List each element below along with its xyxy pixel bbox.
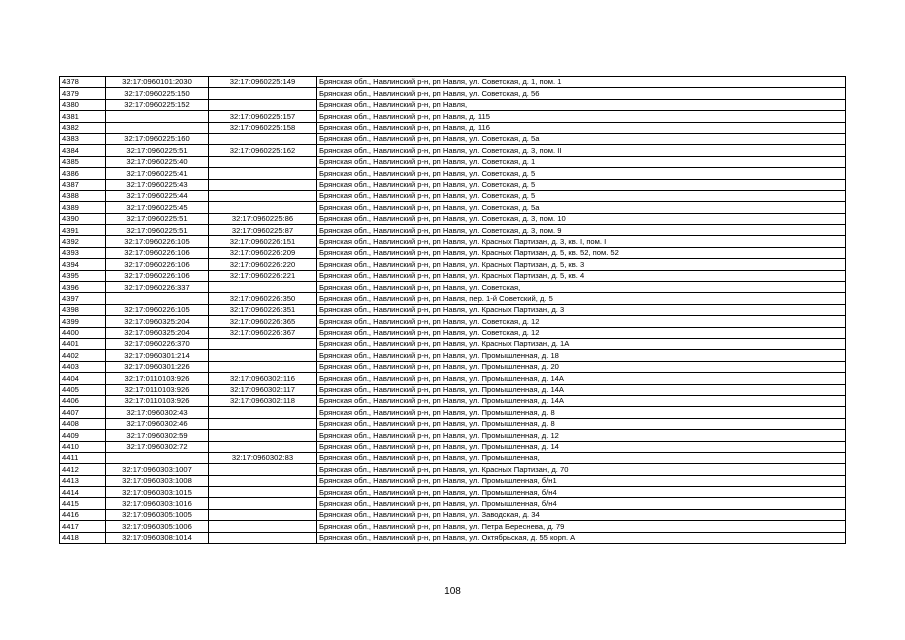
land-cadastral-number-cell: 32:17:0960226:370 bbox=[106, 338, 209, 349]
address-cell: Брянская обл., Навлинский р-н, рп Навля, ул. Петра Береснева, д. 79 bbox=[317, 521, 846, 532]
address-cell: Брянская обл., Навлинский р-н, рп Навля, ул. Промышленная, д. 8 bbox=[317, 418, 846, 429]
table-row bbox=[60, 236, 846, 247]
address-cell: Брянская обл., Навлинский р-н, рп Навля, ул. Советская, д. 56 bbox=[317, 88, 846, 99]
land-cadastral-number-cell: 32:17:0960226:105 bbox=[106, 236, 209, 247]
address-cell: Брянская обл., Навлинский р-н, рп Навля, ул. Заводская, д. 34 bbox=[317, 509, 846, 520]
object-cadastral-number-cell bbox=[209, 350, 317, 361]
object-cadastral-number-cell bbox=[209, 338, 317, 349]
land-cadastral-number-cell: 32:17:0960225:44 bbox=[106, 190, 209, 201]
table-row bbox=[60, 133, 846, 144]
table-row bbox=[60, 282, 846, 293]
land-cadastral-number-cell bbox=[106, 452, 209, 463]
address-cell: Брянская обл., Навлинский р-н, рп Навля, ул. Советская, д. 3, пом. 9 bbox=[317, 225, 846, 236]
table-row bbox=[60, 407, 846, 418]
address-cell: Брянская обл., Навлинский р-н, рп Навля, ул. Советская, д. 1, пом. 1 bbox=[317, 77, 846, 88]
land-cadastral-number-cell: 32:17:0960225:43 bbox=[106, 179, 209, 190]
row-number-cell: 4381 bbox=[60, 111, 106, 122]
object-cadastral-number-cell bbox=[209, 407, 317, 418]
object-cadastral-number-cell bbox=[209, 498, 317, 509]
land-cadastral-number-cell: 32:17:0960226:106 bbox=[106, 259, 209, 270]
row-number-cell: 4392 bbox=[60, 236, 106, 247]
row-number-cell: 4379 bbox=[60, 88, 106, 99]
row-number-cell: 4378 bbox=[60, 77, 106, 88]
address-cell: Брянская обл., Навлинский р-н, рп Навля, ул. Промышленная, б/н4 bbox=[317, 487, 846, 498]
address-cell: Брянская обл., Навлинский р-н, рп Навля, ул. Советская, bbox=[317, 282, 846, 293]
address-cell: Брянская обл., Навлинский р-н, рп Навля, ул. Красных Партизан, д. 1А bbox=[317, 338, 846, 349]
row-number-cell: 4390 bbox=[60, 213, 106, 224]
row-number-cell: 4387 bbox=[60, 179, 106, 190]
cadastral-table bbox=[59, 76, 846, 544]
object-cadastral-number-cell bbox=[209, 282, 317, 293]
land-cadastral-number-cell bbox=[106, 122, 209, 133]
row-number-cell: 4403 bbox=[60, 361, 106, 372]
address-cell: Брянская обл., Навлинский р-н, рп Навля, bbox=[317, 99, 846, 110]
land-cadastral-number-cell bbox=[106, 111, 209, 122]
table-row bbox=[60, 441, 846, 452]
row-number-cell: 4386 bbox=[60, 168, 106, 179]
address-cell: Брянская обл., Навлинский р-н, рп Навля, ул. Советская, д. 5 bbox=[317, 168, 846, 179]
row-number-cell: 4411 bbox=[60, 452, 106, 463]
land-cadastral-number-cell: 32:17:0960302:43 bbox=[106, 407, 209, 418]
table-row bbox=[60, 122, 846, 133]
row-number-cell: 4394 bbox=[60, 259, 106, 270]
address-cell: Брянская обл., Навлинский р-н, рп Навля, пер. 1-й Советский, д. 5 bbox=[317, 293, 846, 304]
table-row bbox=[60, 304, 846, 315]
land-cadastral-number-cell: 32:17:0960302:46 bbox=[106, 418, 209, 429]
table-row bbox=[60, 338, 846, 349]
land-cadastral-number-cell: 32:17:0110103:926 bbox=[106, 395, 209, 406]
object-cadastral-number-cell: 32:17:0960226:221 bbox=[209, 270, 317, 281]
row-number-cell: 4415 bbox=[60, 498, 106, 509]
address-cell: Брянская обл., Навлинский р-н, рп Навля, ул. Красных Партизан, д. 5, кв. 3 bbox=[317, 259, 846, 270]
row-number-cell: 4406 bbox=[60, 395, 106, 406]
address-cell: Брянская обл., Навлинский р-н, рп Навля, ул. Советская, д. 1 bbox=[317, 156, 846, 167]
row-number-cell: 4398 bbox=[60, 304, 106, 315]
table-row bbox=[60, 384, 846, 395]
address-cell: Брянская обл., Навлинский р-н, рп Навля, ул. Красных Партизан, д. 5, кв. 52, пом. 52 bbox=[317, 247, 846, 258]
address-cell: Брянская обл., Навлинский р-н, рп Навля, ул. Красных Партизан, д. 70 bbox=[317, 464, 846, 475]
address-cell: Брянская обл., Навлинский р-н, рп Навля, ул. Октябрьская, д. 55 корп. А bbox=[317, 532, 846, 543]
object-cadastral-number-cell: 32:17:0960226:351 bbox=[209, 304, 317, 315]
object-cadastral-number-cell: 32:17:0960225:87 bbox=[209, 225, 317, 236]
table-row bbox=[60, 99, 846, 110]
row-number-cell: 4405 bbox=[60, 384, 106, 395]
row-number-cell: 4409 bbox=[60, 430, 106, 441]
row-number-cell: 4408 bbox=[60, 418, 106, 429]
row-number-cell: 4401 bbox=[60, 338, 106, 349]
table-row bbox=[60, 361, 846, 372]
row-number-cell: 4383 bbox=[60, 133, 106, 144]
address-cell: Брянская обл., Навлинский р-н, рп Навля, д. 115 bbox=[317, 111, 846, 122]
address-cell: Брянская обл., Навлинский р-н, рп Навля, ул. Промышленная, д. 20 bbox=[317, 361, 846, 372]
land-cadastral-number-cell: 32:17:0960302:59 bbox=[106, 430, 209, 441]
table-row bbox=[60, 225, 846, 236]
address-cell: Брянская обл., Навлинский р-н, рп Навля, д. 116 bbox=[317, 122, 846, 133]
row-number-cell: 4380 bbox=[60, 99, 106, 110]
row-number-cell: 4417 bbox=[60, 521, 106, 532]
land-cadastral-number-cell: 32:17:0960226:337 bbox=[106, 282, 209, 293]
object-cadastral-number-cell bbox=[209, 430, 317, 441]
land-cadastral-number-cell: 32:17:0960225:160 bbox=[106, 133, 209, 144]
land-cadastral-number-cell: 32:17:0960305:1005 bbox=[106, 509, 209, 520]
address-cell: Брянская обл., Навлинский р-н, рп Навля, ул. Советская, д. 12 bbox=[317, 316, 846, 327]
row-number-cell: 4404 bbox=[60, 373, 106, 384]
table-row bbox=[60, 190, 846, 201]
address-cell: Брянская обл., Навлинский р-н, рп Навля, ул. Советская, д. 12 bbox=[317, 327, 846, 338]
object-cadastral-number-cell bbox=[209, 99, 317, 110]
table-row bbox=[60, 521, 846, 532]
object-cadastral-number-cell bbox=[209, 133, 317, 144]
object-cadastral-number-cell: 32:17:0960225:158 bbox=[209, 122, 317, 133]
object-cadastral-number-cell bbox=[209, 521, 317, 532]
land-cadastral-number-cell: 32:17:0960301:226 bbox=[106, 361, 209, 372]
table-row bbox=[60, 350, 846, 361]
table-row bbox=[60, 430, 846, 441]
object-cadastral-number-cell: 32:17:0960226:365 bbox=[209, 316, 317, 327]
address-cell: Брянская обл., Навлинский р-н, рп Навля, ул. Промышленная, д. 14 bbox=[317, 441, 846, 452]
row-number-cell: 4413 bbox=[60, 475, 106, 486]
table-row bbox=[60, 475, 846, 486]
land-cadastral-number-cell: 32:17:0960225:40 bbox=[106, 156, 209, 167]
table-row bbox=[60, 270, 846, 281]
object-cadastral-number-cell: 32:17:0960226:367 bbox=[209, 327, 317, 338]
table-row bbox=[60, 452, 846, 463]
row-number-cell: 4397 bbox=[60, 293, 106, 304]
row-number-cell: 4402 bbox=[60, 350, 106, 361]
object-cadastral-number-cell bbox=[209, 202, 317, 213]
object-cadastral-number-cell bbox=[209, 88, 317, 99]
page-number: 108 bbox=[444, 586, 461, 597]
object-cadastral-number-cell bbox=[209, 179, 317, 190]
land-cadastral-number-cell: 32:17:0960225:150 bbox=[106, 88, 209, 99]
land-cadastral-number-cell: 32:17:0960225:51 bbox=[106, 213, 209, 224]
address-cell: Брянская обл., Навлинский р-н, рп Навля, ул. Промышленная, bbox=[317, 452, 846, 463]
object-cadastral-number-cell: 32:17:0960226:350 bbox=[209, 293, 317, 304]
row-number-cell: 4393 bbox=[60, 247, 106, 258]
table-row bbox=[60, 395, 846, 406]
land-cadastral-number-cell: 32:17:0960101:2030 bbox=[106, 77, 209, 88]
table-row bbox=[60, 202, 846, 213]
row-number-cell: 4385 bbox=[60, 156, 106, 167]
object-cadastral-number-cell: 32:17:0960302:117 bbox=[209, 384, 317, 395]
land-cadastral-number-cell: 32:17:0960303:1016 bbox=[106, 498, 209, 509]
row-number-cell: 4412 bbox=[60, 464, 106, 475]
table-row bbox=[60, 179, 846, 190]
object-cadastral-number-cell: 32:17:0960302:83 bbox=[209, 452, 317, 463]
table-body bbox=[60, 77, 846, 544]
table-row bbox=[60, 213, 846, 224]
land-cadastral-number-cell: 32:17:0110103:926 bbox=[106, 384, 209, 395]
object-cadastral-number-cell bbox=[209, 487, 317, 498]
object-cadastral-number-cell bbox=[209, 441, 317, 452]
table-row bbox=[60, 509, 846, 520]
object-cadastral-number-cell bbox=[209, 464, 317, 475]
land-cadastral-number-cell: 32:17:0960325:204 bbox=[106, 327, 209, 338]
address-cell: Брянская обл., Навлинский р-н, рп Навля, ул. Промышленная, д. 14А bbox=[317, 395, 846, 406]
address-cell: Брянская обл., Навлинский р-н, рп Навля, ул. Промышленная, д. 14А bbox=[317, 373, 846, 384]
table-row bbox=[60, 77, 846, 88]
address-cell: Брянская обл., Навлинский р-н, рп Навля, ул. Промышленная, д. 18 bbox=[317, 350, 846, 361]
object-cadastral-number-cell: 32:17:0960226:220 bbox=[209, 259, 317, 270]
object-cadastral-number-cell: 32:17:0960225:86 bbox=[209, 213, 317, 224]
row-number-cell: 4382 bbox=[60, 122, 106, 133]
object-cadastral-number-cell: 32:17:0960302:116 bbox=[209, 373, 317, 384]
object-cadastral-number-cell: 32:17:0960225:157 bbox=[209, 111, 317, 122]
row-number-cell: 4400 bbox=[60, 327, 106, 338]
address-cell: Брянская обл., Навлинский р-н, рп Навля, ул. Советская, д. 5 bbox=[317, 190, 846, 201]
object-cadastral-number-cell bbox=[209, 475, 317, 486]
row-number-cell: 4410 bbox=[60, 441, 106, 452]
row-number-cell: 4391 bbox=[60, 225, 106, 236]
address-cell: Брянская обл., Навлинский р-н, рп Навля, ул. Промышленная, д. 14А bbox=[317, 384, 846, 395]
table-row bbox=[60, 111, 846, 122]
land-cadastral-number-cell: 32:17:0960308:1014 bbox=[106, 532, 209, 543]
row-number-cell: 4414 bbox=[60, 487, 106, 498]
land-cadastral-number-cell: 32:17:0960225:152 bbox=[106, 99, 209, 110]
land-cadastral-number-cell: 32:17:0960225:45 bbox=[106, 202, 209, 213]
object-cadastral-number-cell bbox=[209, 532, 317, 543]
land-cadastral-number-cell bbox=[106, 293, 209, 304]
table-row bbox=[60, 259, 846, 270]
land-cadastral-number-cell: 32:17:0960325:204 bbox=[106, 316, 209, 327]
table-row bbox=[60, 156, 846, 167]
land-cadastral-number-cell: 32:17:0960303:1007 bbox=[106, 464, 209, 475]
object-cadastral-number-cell bbox=[209, 156, 317, 167]
row-number-cell: 4384 bbox=[60, 145, 106, 156]
table-row bbox=[60, 88, 846, 99]
address-cell: Брянская обл., Навлинский р-н, рп Навля, ул. Красных Партизан, д. 5, кв. 4 bbox=[317, 270, 846, 281]
object-cadastral-number-cell bbox=[209, 168, 317, 179]
table-row bbox=[60, 418, 846, 429]
table-row bbox=[60, 316, 846, 327]
land-cadastral-number-cell: 32:17:0960226:105 bbox=[106, 304, 209, 315]
land-cadastral-number-cell: 32:17:0960301:214 bbox=[106, 350, 209, 361]
table-row bbox=[60, 168, 846, 179]
address-cell: Брянская обл., Навлинский р-н, рп Навля, ул. Красных Партизан, д. 3, кв. I, пом. I bbox=[317, 236, 846, 247]
object-cadastral-number-cell: 32:17:0960302:118 bbox=[209, 395, 317, 406]
object-cadastral-number-cell bbox=[209, 190, 317, 201]
table-row bbox=[60, 327, 846, 338]
land-cadastral-number-cell: 32:17:0960226:106 bbox=[106, 270, 209, 281]
row-number-cell: 4395 bbox=[60, 270, 106, 281]
object-cadastral-number-cell bbox=[209, 361, 317, 372]
land-cadastral-number-cell: 32:17:0960225:51 bbox=[106, 145, 209, 156]
land-cadastral-number-cell: 32:17:0960305:1006 bbox=[106, 521, 209, 532]
object-cadastral-number-cell bbox=[209, 509, 317, 520]
table-row bbox=[60, 373, 846, 384]
address-cell: Брянская обл., Навлинский р-н, рп Навля, ул. Красных Партизан, д. 3 bbox=[317, 304, 846, 315]
address-cell: Брянская обл., Навлинский р-н, рп Навля, ул. Советская, д. 5а bbox=[317, 202, 846, 213]
land-cadastral-number-cell: 32:17:0110103:926 bbox=[106, 373, 209, 384]
address-cell: Брянская обл., Навлинский р-н, рп Навля, ул. Советская, д. 5 bbox=[317, 179, 846, 190]
land-cadastral-number-cell: 32:17:0960303:1008 bbox=[106, 475, 209, 486]
row-number-cell: 4388 bbox=[60, 190, 106, 201]
table-row bbox=[60, 247, 846, 258]
land-cadastral-number-cell: 32:17:0960226:106 bbox=[106, 247, 209, 258]
table-row bbox=[60, 487, 846, 498]
land-cadastral-number-cell: 32:17:0960225:41 bbox=[106, 168, 209, 179]
table-row bbox=[60, 293, 846, 304]
land-cadastral-number-cell: 32:17:0960303:1015 bbox=[106, 487, 209, 498]
table-row bbox=[60, 464, 846, 475]
address-cell: Брянская обл., Навлинский р-н, рп Навля, ул. Промышленная, б/н1 bbox=[317, 475, 846, 486]
object-cadastral-number-cell: 32:17:0960225:162 bbox=[209, 145, 317, 156]
address-cell: Брянская обл., Навлинский р-н, рп Навля, ул. Советская, д. 3, пом. 10 bbox=[317, 213, 846, 224]
table-row bbox=[60, 498, 846, 509]
address-cell: Брянская обл., Навлинский р-н, рп Навля, ул. Промышленная, д. 8 bbox=[317, 407, 846, 418]
object-cadastral-number-cell bbox=[209, 418, 317, 429]
row-number-cell: 4416 bbox=[60, 509, 106, 520]
land-cadastral-number-cell: 32:17:0960225:51 bbox=[106, 225, 209, 236]
table-row bbox=[60, 145, 846, 156]
object-cadastral-number-cell: 32:17:0960226:209 bbox=[209, 247, 317, 258]
address-cell: Брянская обл., Навлинский р-н, рп Навля, ул. Советская, д. 3, пом. II bbox=[317, 145, 846, 156]
address-cell: Брянская обл., Навлинский р-н, рп Навля, ул. Советская, д. 5а bbox=[317, 133, 846, 144]
row-number-cell: 4396 bbox=[60, 282, 106, 293]
row-number-cell: 4389 bbox=[60, 202, 106, 213]
row-number-cell: 4407 bbox=[60, 407, 106, 418]
address-cell: Брянская обл., Навлинский р-н, рп Навля, ул. Промышленная, б/н4 bbox=[317, 498, 846, 509]
row-number-cell: 4399 bbox=[60, 316, 106, 327]
address-cell: Брянская обл., Навлинский р-н, рп Навля, ул. Промышленная, д. 12 bbox=[317, 430, 846, 441]
land-cadastral-number-cell: 32:17:0960302:72 bbox=[106, 441, 209, 452]
table-row bbox=[60, 532, 846, 543]
object-cadastral-number-cell: 32:17:0960226:151 bbox=[209, 236, 317, 247]
row-number-cell: 4418 bbox=[60, 532, 106, 543]
object-cadastral-number-cell: 32:17:0960225:149 bbox=[209, 77, 317, 88]
